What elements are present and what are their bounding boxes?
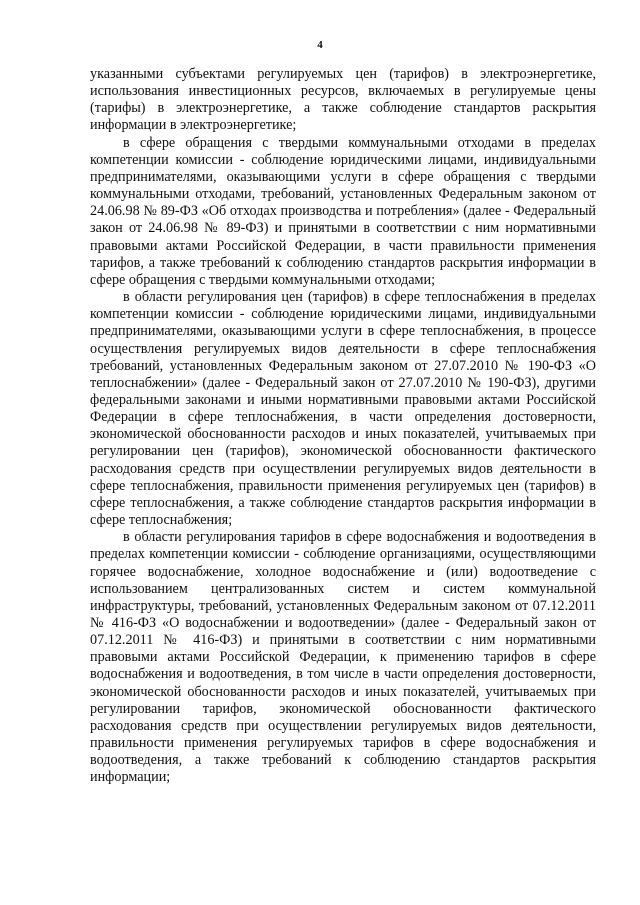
paragraph-water-supply: в области регулирования тарифов в сфере водоснабжения и водоотведения в пределах компетенции комиссии - соблюдение организациями, осуществляющими горячее водоснабжение, холодное водоснабжение и (или) водоотведение с использованием централизованных систем и систем коммунальной инфраструктуры, требований, установленных Федеральным законом от 07.12.2011 № 416-ФЗ «О водоснабжении и водоотведении» (далее - Федеральный закон от 07.12.2011 № 416-ФЗ) и принятыми в соответствии с ним нормативными правовыми актами Российской Федерации, к применению тарифов в сфере водоснабжения и водоотведения, в том числе в части определения достоверности, экономической обоснованности расходов и иных показателей, учитываемых при регулировании тарифов, экономической обоснованности фактического расходования средств при осуществлении регулируемых видов деятельности, правильности применения регулируемых тарифов в сфере водоснабжения и водоотведения, а также требований к соблюдению стандартов раскрытия информации;: [90, 529, 596, 786]
page-number: 4: [317, 39, 323, 51]
paragraph-solid-waste: в сфере обращения с твердыми коммунальными отходами в пределах компетенции комиссии - соблюдение юридическими лицами, индивидуальными предпринимателями, оказывающими услуги в сфере обращения с твердыми коммунальными отходами, требований, установленных Федеральным законом от 24.06.98 № 89-ФЗ «Об отходах производства и потребления» (далее - Федеральный закон от 24.06.98 № 89-ФЗ) и принятыми в соответствии с ним нормативными правовыми актами Российской Федерации, в части правильности применения тарифов, а также требований к соблюдению стандартов раскрытия информации в сфере обращения с твердыми коммунальными отходами;: [90, 134, 596, 288]
paragraph-heat-supply: в области регулирования цен (тарифов) в сфере теплоснабжения в пределах компетенции комиссии - соблюдение юридическими лицами, индивидуальными предпринимателями, оказывающими услуги в сфере теплоснабжения, в процессе осуществления регулируемых видов деятельности в сфере теплоснабжения требований, установленных Федеральным законом от 27.07.2010 № 190-ФЗ «О теплоснабжении» (далее - Федеральный закон от 27.07.2010 № 190-ФЗ), другими федеральными законами и иными нормативными правовыми актами Российской Федерации в сфере теплоснабжения, в части определения достоверности, экономической обоснованности расходов и иных показателей, учитываемых при регулировании цен (тарифов), экономической обоснованности фактического расходования средств при осуществлении регулируемых видов деятельности в сфере теплоснабжения, правильности применения регулируемых цен (тарифов) в сфере теплоснабжения, а также соблюдение стандартов раскрытия информации в сфере теплоснабжения;: [90, 289, 596, 529]
body-text: [90, 66, 596, 787]
paragraph-continuation: указанными субъектами регулируемых цен (тарифов) в электроэнергетике, использования инвестиционных ресурсов, включаемых в регулируемые цены (тарифы) в электроэнергетике, а также соблюдение стандартов раскрытия информации в электроэнергетике;: [90, 66, 596, 134]
